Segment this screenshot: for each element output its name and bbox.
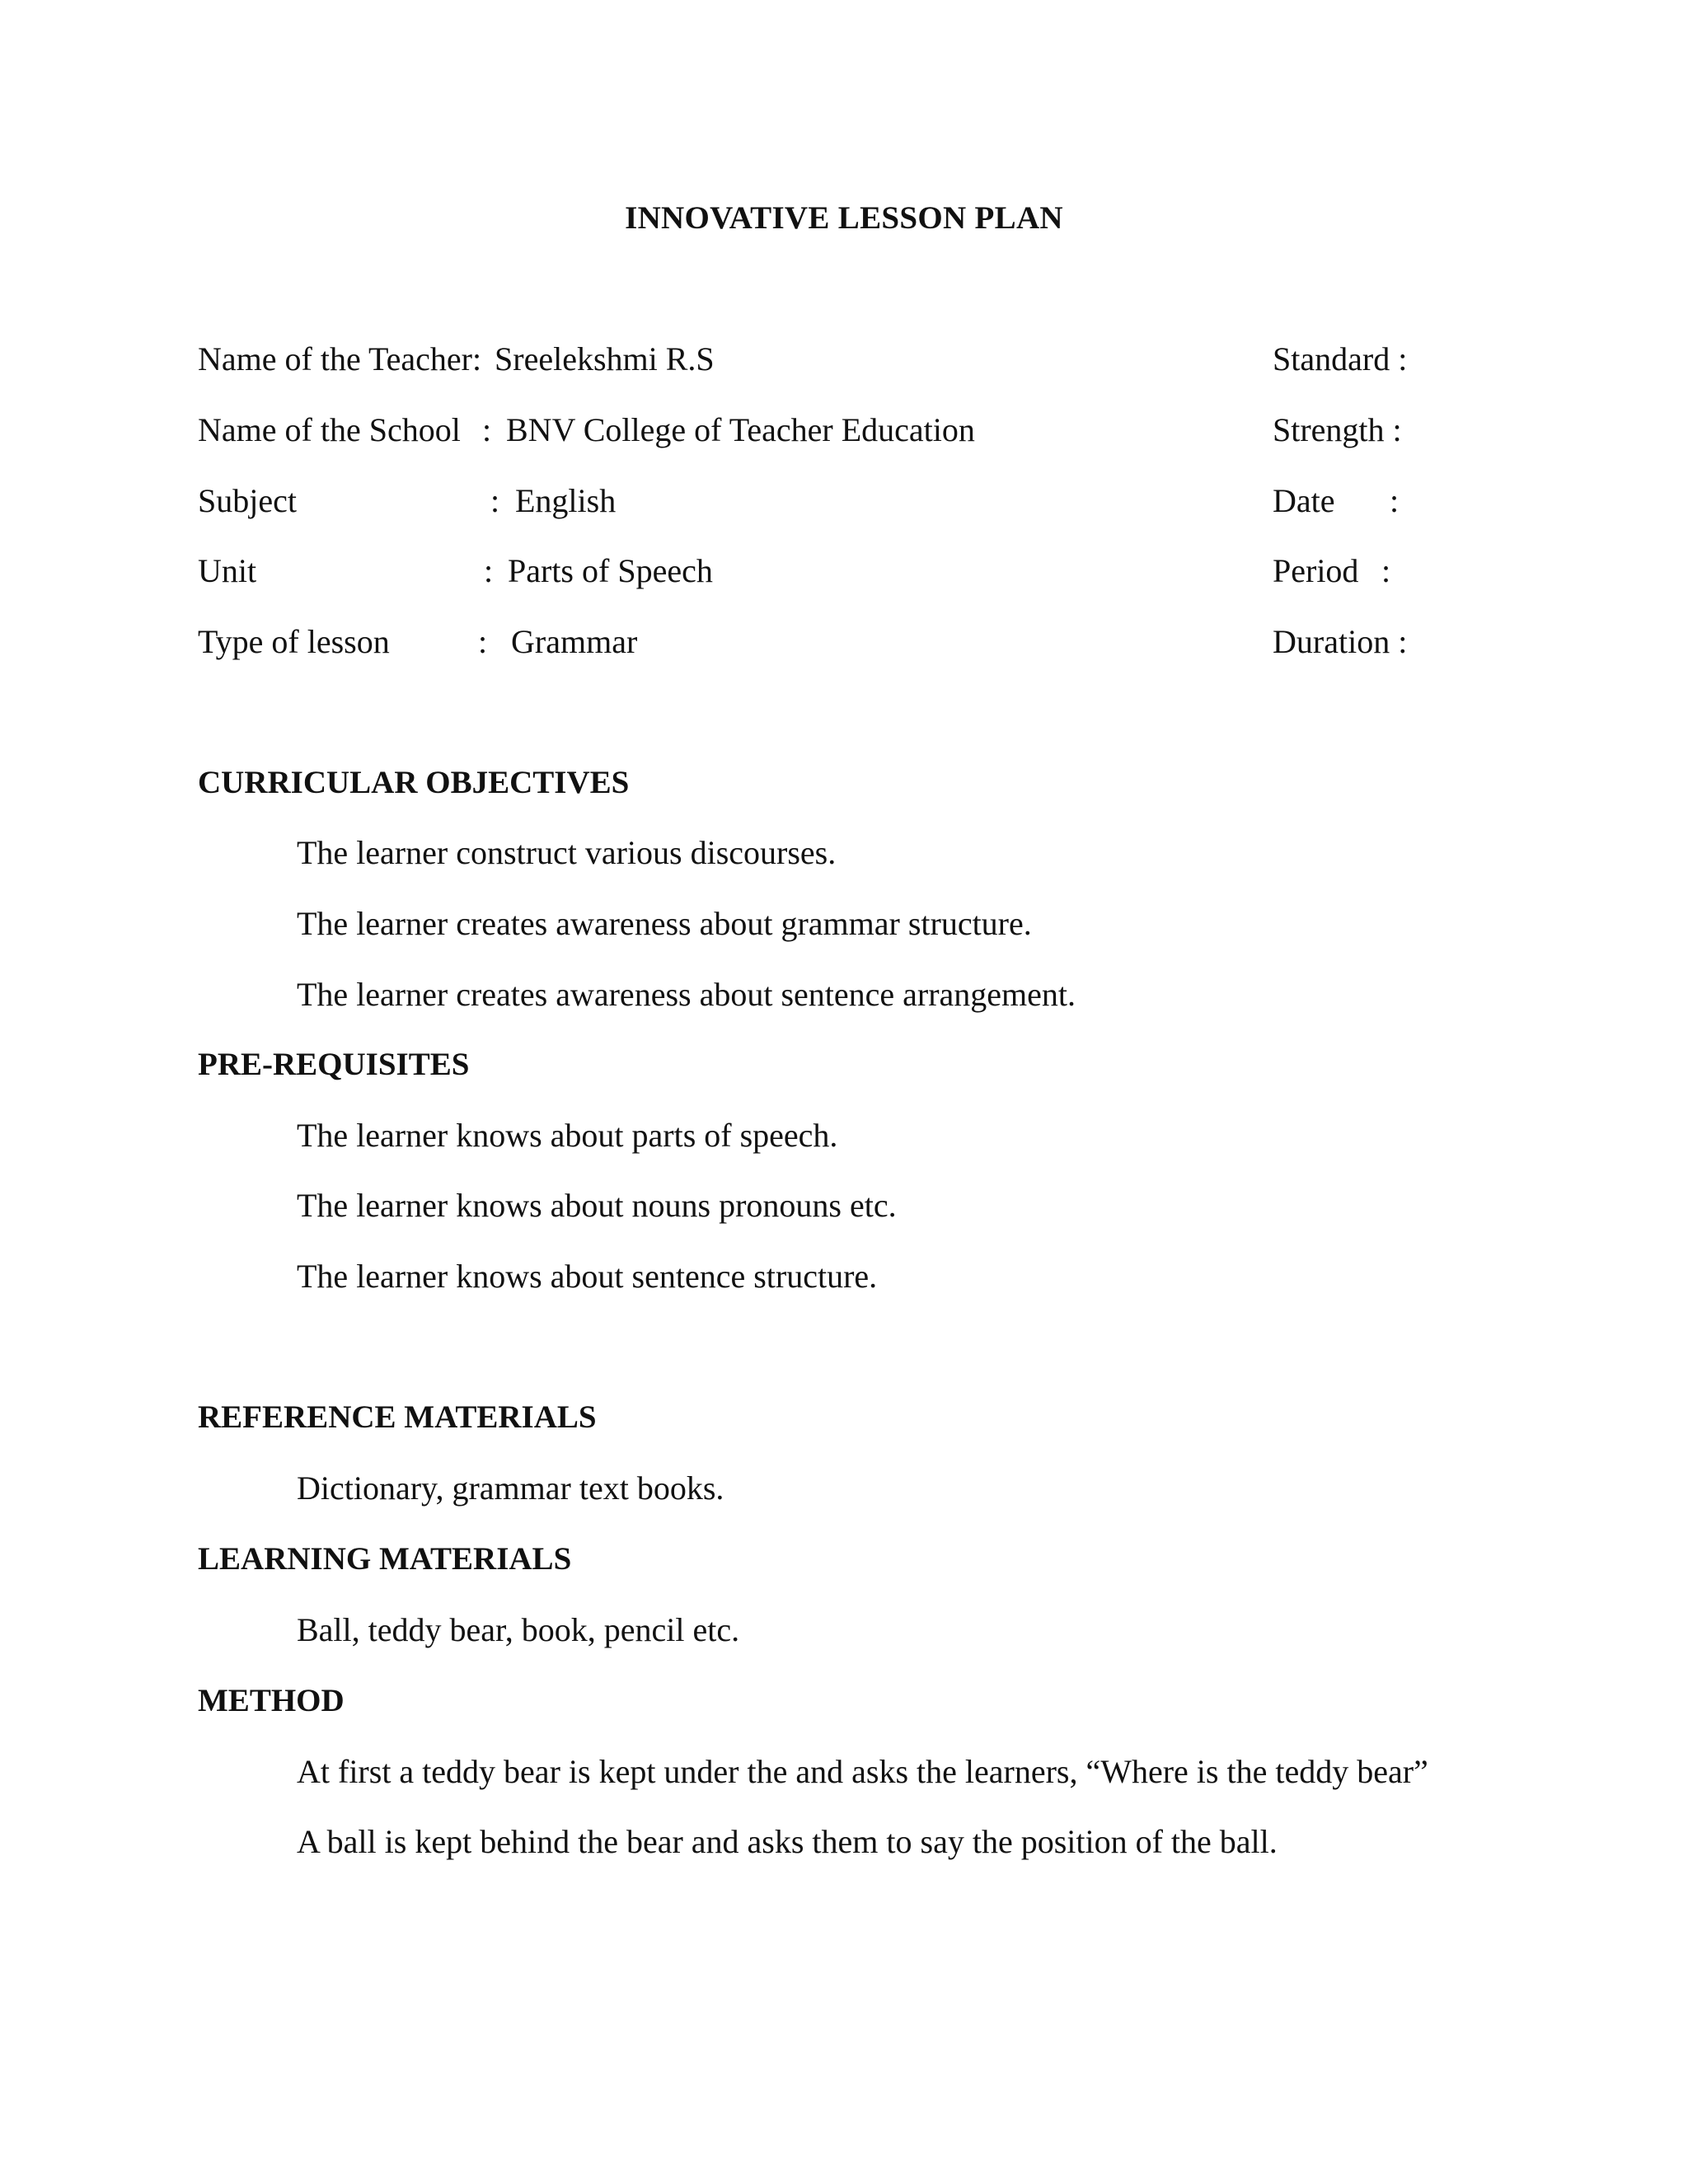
- reference-item: Dictionary, grammar text books.: [297, 1469, 724, 1507]
- strength-label: Strength :: [1273, 411, 1402, 448]
- date-colon: :: [1390, 482, 1400, 519]
- subject-colon: :: [490, 482, 500, 519]
- unit-colon: :: [484, 552, 494, 589]
- unit-label: Unit: [198, 552, 257, 589]
- teacher-value: Sreelekshmi R.S: [495, 340, 715, 377]
- subject-label: Subject: [198, 482, 297, 519]
- unit-value: Parts of Speech: [508, 552, 713, 589]
- section-heading-reference-materials: REFERENCE MATERIALS: [198, 1399, 597, 1435]
- objective-item: The learner creates awareness about grammar structure.: [297, 905, 1032, 942]
- lesson-type-colon: :: [478, 623, 488, 660]
- method-step: At first a teddy bear is kept under the and asks the learners, “Where is the teddy bear”: [297, 1753, 1428, 1790]
- prerequisite-item: The learner knows about sentence structure.: [297, 1258, 878, 1295]
- school-label: Name of the School: [198, 411, 461, 448]
- section-heading-curricular-objectives: CURRICULAR OBJECTIVES: [198, 765, 630, 800]
- school-value: BNV College of Teacher Education: [506, 411, 975, 448]
- teacher-label: Name of the Teacher:: [198, 340, 482, 377]
- subject-value: English: [515, 482, 617, 519]
- duration-label: Duration :: [1273, 623, 1408, 660]
- period-colon: :: [1381, 552, 1391, 589]
- period-label: Period: [1273, 552, 1359, 589]
- prerequisite-item: The learner knows about parts of speech.: [297, 1117, 838, 1154]
- objective-item: The learner creates awareness about sentence arrangement.: [297, 976, 1076, 1013]
- school-colon: :: [482, 411, 492, 448]
- section-heading-method: METHOD: [198, 1683, 345, 1718]
- lesson-type-value: Grammar: [511, 623, 638, 660]
- date-label: Date: [1273, 482, 1335, 519]
- learning-material-item: Ball, teddy bear, book, pencil etc.: [297, 1611, 740, 1648]
- lesson-type-label: Type of lesson: [198, 623, 390, 660]
- section-heading-pre-requisites: PRE-REQUISITES: [198, 1047, 470, 1082]
- objective-item: The learner construct various discourses.: [297, 834, 837, 871]
- page-title: INNOVATIVE LESSON PLAN: [625, 200, 1063, 236]
- prerequisite-item: The learner knows about nouns pronouns etc.: [297, 1187, 897, 1224]
- standard-label: Standard :: [1273, 340, 1408, 377]
- section-heading-learning-materials: LEARNING MATERIALS: [198, 1541, 572, 1577]
- method-step: A ball is kept behind the bear and asks them to say the position of the ball.: [297, 1823, 1278, 1860]
